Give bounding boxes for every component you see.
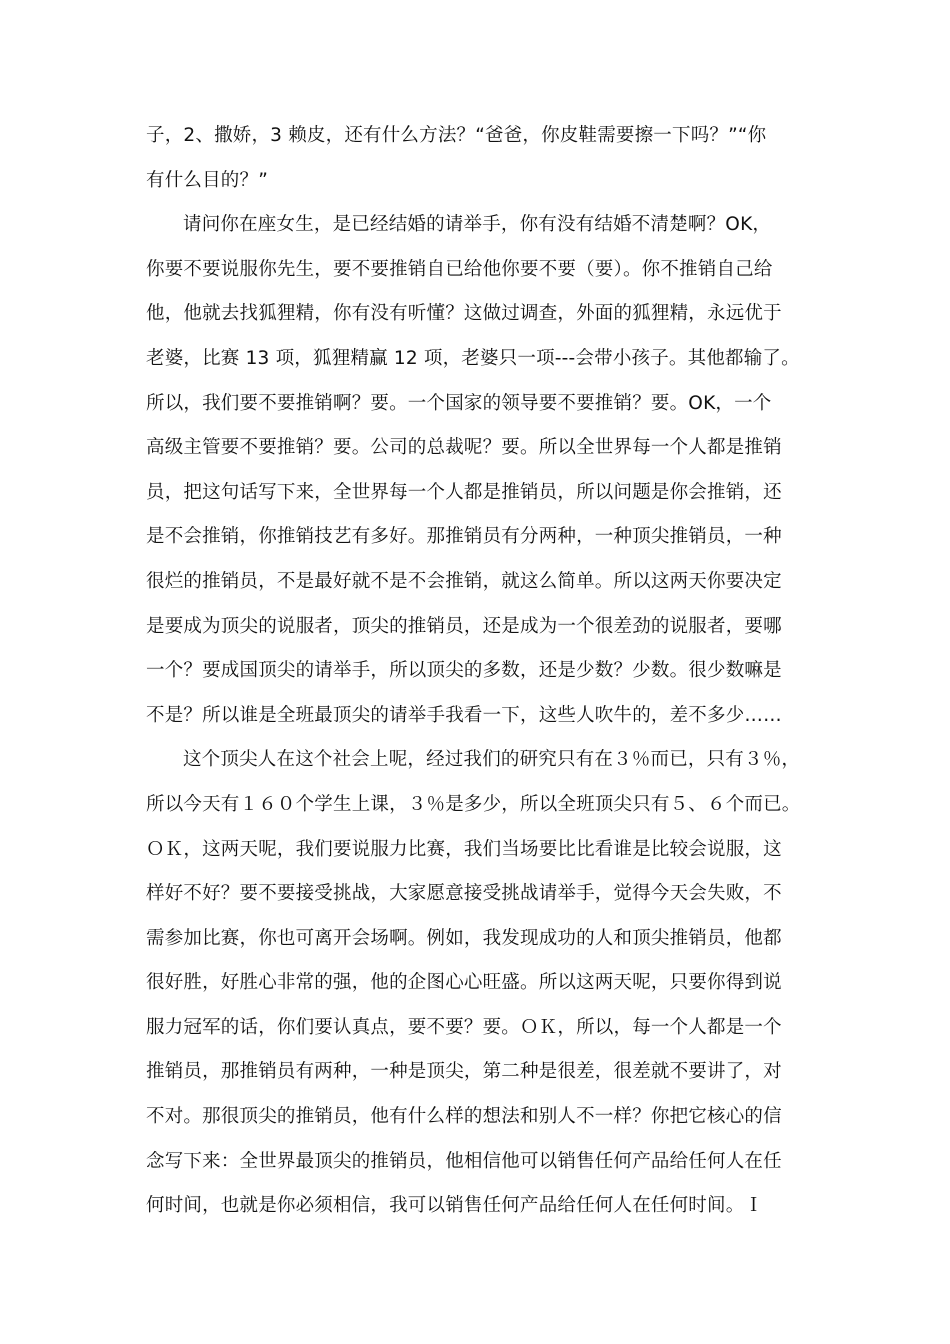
text-line: 所以今天有１６０个学生上课，３％是多少，所以全班顶尖只有５、６个而已。: [146, 793, 801, 815]
document-page: [146, 114, 810, 1229]
text-line: ＯＫ，这两天呢，我们要说服力比赛，我们当场要比比看谁是比较会说服，这: [146, 838, 782, 860]
text-line: 何时间，也就是你必须相信，我可以销售任何产品给任何人在任何时间。Ｉ: [146, 1195, 764, 1217]
text-line: 样好不好？要不要接受挑战，大家愿意接受挑战请举手，觉得今天会失败，不: [146, 883, 782, 905]
text-line: 员，把这句话写下来，全世界每一个人都是推销员，所以问题是你会推销，还: [146, 481, 782, 503]
text-line: 念写下来：全世界最顶尖的推销员，他相信他可以销售任何产品给任何人在任: [146, 1150, 782, 1172]
text-line: 不是？所以谁是全班最顶尖的请举手我看一下，这些人吹牛的，差不多少……: [146, 704, 782, 726]
text-line: 子，2、撒娇，3 赖皮，还有什么方法？“爸爸，你皮鞋需要擦一下吗？”“你: [146, 125, 767, 146]
text-line: 有什么目的？”: [146, 169, 268, 191]
text-line: 所以，我们要不要推销啊？要。一个国家的领导要不要推销？要。OK，一个: [146, 392, 772, 414]
text-line: 是不会推销，你推销技艺有多好。那推销员有分两种，一种顶尖推销员，一种: [146, 526, 782, 548]
text-line: 服力冠军的话，你们要认真点，要不要？要。ＯＫ，所以，每一个人都是一个: [146, 1016, 782, 1038]
text-line: 不对。那很顶尖的推销员，他有什么样的想法和别人不一样？你把它核心的信: [146, 1106, 782, 1128]
paragraph-start-line: 这个顶尖人在这个社会上呢，经过我们的研究只有在３％而已，只有３％，: [183, 749, 801, 771]
paragraph-start-line: 请问你在座女生，是已经结婚的请举手，你有没有结婚不清楚啊？OK，: [183, 214, 772, 236]
text-line: 老婆，比赛 13 项，狐狸精赢 12 项，老婆只一项---会带小孩子。其他都输了。: [146, 347, 800, 369]
text-line: 需参加比赛，你也可离开会场啊。例如，我发现成功的人和顶尖推销员，他都: [146, 927, 782, 949]
text-line: 他，他就去找狐狸精，你有没有听懂？这做过调查，外面的狐狸精，永远优于: [146, 303, 782, 325]
text-line: 你要不要说服你先生，要不要推销自已给他你要不要（要）。你不推销自己给: [146, 258, 773, 280]
text-line: 一个？要成国顶尖的请举手，所以顶尖的多数，还是少数？少数。很少数嘛是: [146, 660, 782, 682]
text-line: 很好胜，好胜心非常的强，他的企图心心旺盛。所以这两天呢，只要你得到说: [146, 972, 782, 994]
text-line: 推销员，那推销员有两种，一种是顶尖，第二种是很差，很差就不要讲了，对: [146, 1061, 782, 1083]
text-line: 很烂的推销员，不是最好就不是不会推销，就这么简单。所以这两天你要决定: [146, 570, 782, 592]
text-line: 高级主管要不要推销？要。公司的总裁呢？要。所以全世界每一个人都是推销: [146, 437, 782, 459]
text-line: 是要成为顶尖的说服者，顶尖的推销员，还是成为一个很差劲的说服者，要哪: [146, 615, 782, 637]
